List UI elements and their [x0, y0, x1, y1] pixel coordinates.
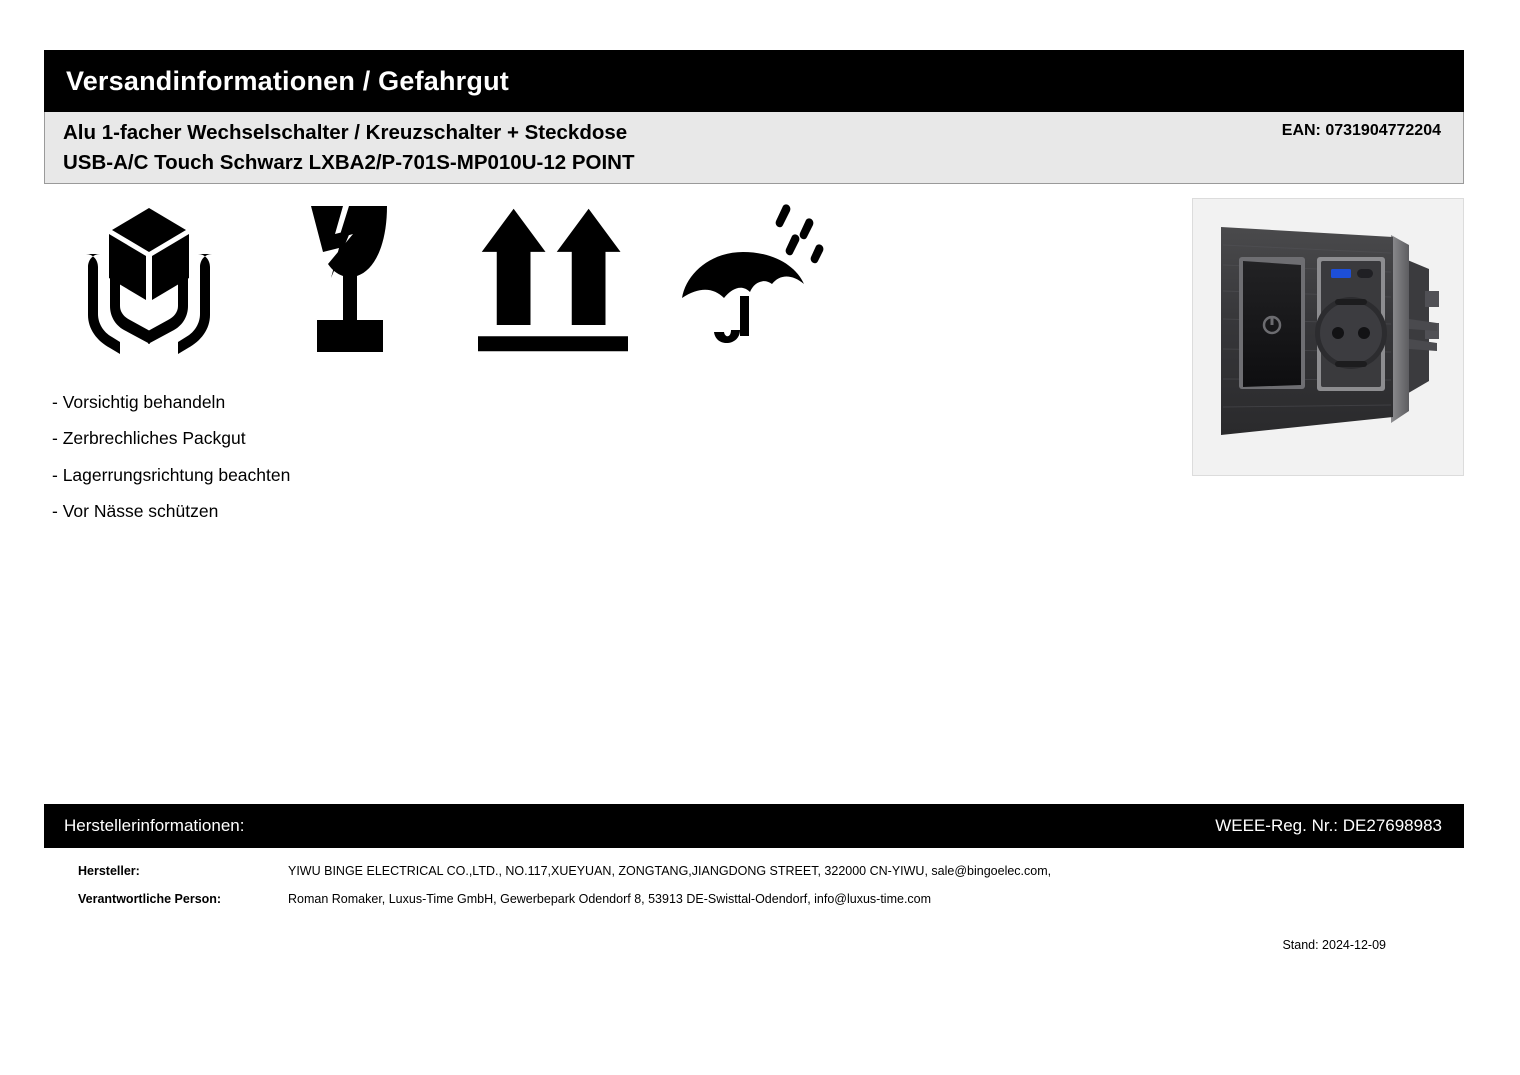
product-name-line-1: Alu 1-facher Wechselschalter / Kreuzschalter + Steckdose	[63, 121, 628, 145]
title-bar	[44, 50, 1464, 112]
page-title: Versandinformationen / Gefahrgut	[66, 65, 509, 96]
ean-code: EAN: 0731904772204	[1281, 122, 1441, 139]
responsible-person-value: Roman Romaker, Luxus-Time GmbH, Gewerbepark Odendorf 8, 53913 DE-Swisttal-Odendorf, info@luxus-time.com	[288, 892, 932, 906]
product-image	[1192, 198, 1464, 476]
legend-item: - Vor Nässe schützen	[52, 501, 219, 522]
content-area	[44, 184, 1464, 804]
legend-item: - Vorsichtig behandeln	[52, 392, 226, 412]
packaging-symbols	[74, 200, 830, 360]
manufacturer-label: Hersteller:	[78, 864, 140, 878]
keep-dry-icon	[680, 200, 830, 360]
symbol-legend	[52, 384, 290, 530]
document-date: Stand: 2024-12-09	[1282, 938, 1386, 952]
manufacturer-value: YIWU BINGE ELECTRICAL CO.,LTD., NO.117,XUEYUAN, ZONGTANG,JIANGDONG STREET, 322000 CN-YIWU, sale@bingoelec.com,	[288, 864, 1052, 878]
table-row	[44, 888, 1464, 916]
fragile-icon	[276, 200, 426, 360]
shipping-info-sheet	[44, 50, 1464, 970]
this-way-up-icon	[478, 200, 628, 360]
manufacturer-info-title: Herstellerinformationen:	[64, 816, 245, 835]
weee-registration: WEEE-Reg. Nr.: DE27698983	[1215, 816, 1442, 835]
legend-item: - Zerbrechliches Packgut	[52, 428, 246, 449]
handle-with-care-icon	[74, 200, 224, 360]
product-name	[63, 118, 634, 176]
product-header	[44, 112, 1464, 184]
responsible-person-label: Verantwortliche Person:	[78, 892, 222, 906]
product-name-line-2: USB-A/C Touch Schwarz LXBA2/P-701S-MP010U-12 POINT	[63, 150, 635, 174]
manufacturer-table	[44, 860, 1464, 916]
table-row	[44, 860, 1464, 888]
legend-item: - Lagerrungsrichtung beachten	[52, 464, 291, 485]
manufacturer-bar	[44, 804, 1464, 848]
